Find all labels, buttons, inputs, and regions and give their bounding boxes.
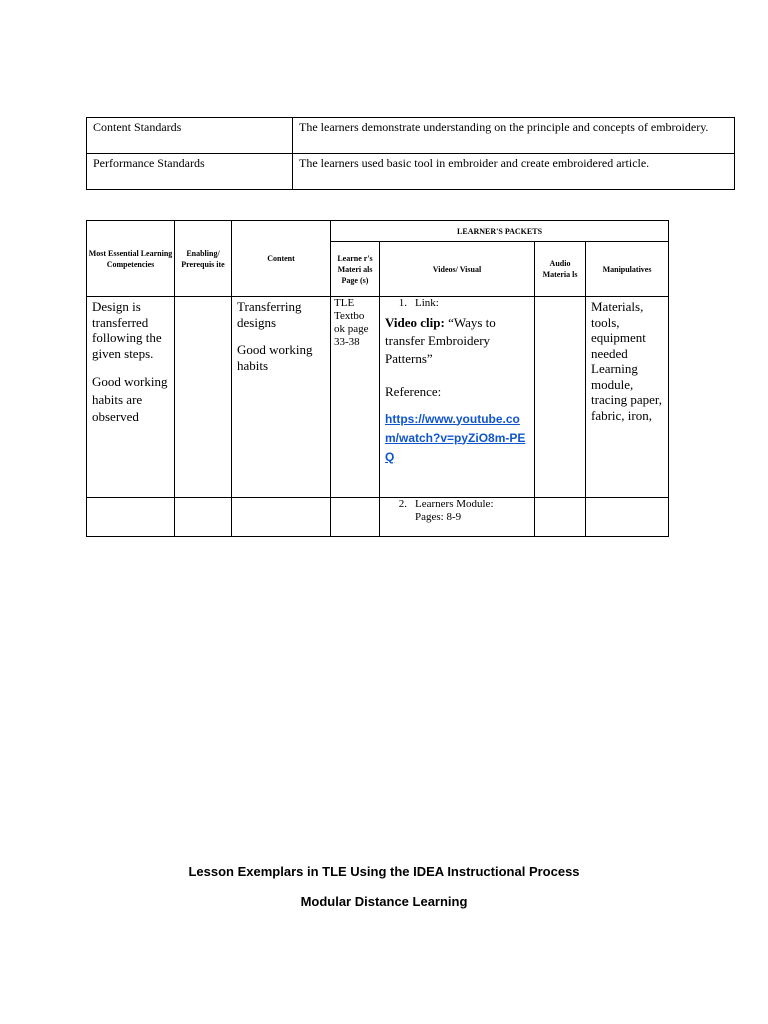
item-number: 1.	[398, 297, 407, 309]
enabling-cell-empty	[175, 498, 232, 537]
competency-text-2: Good working habits are observed	[92, 374, 168, 424]
video-title: “Ways to transfer Embroidery Patterns”	[385, 315, 496, 366]
videos-cell-2	[380, 498, 535, 537]
list-item	[385, 498, 529, 524]
learners-packets-header: LEARNER'S PACKETS	[331, 221, 669, 242]
header-row-1	[87, 221, 669, 242]
manipulatives-cell	[586, 297, 669, 498]
content-standards-text: The learners demonstrate understanding on the principle and concepts of embroidery.	[293, 118, 735, 154]
enabling-cell	[175, 297, 232, 498]
performance-standards-label: Performance Standards	[87, 154, 293, 190]
standards-table	[86, 117, 735, 190]
content-cell	[232, 297, 331, 498]
reference-link[interactable]: https://www.youtube.com/watch?v=pyZiO8m-PEQ	[385, 411, 526, 464]
content-text-2: Good working habits	[237, 342, 313, 373]
audio-cell-empty	[535, 498, 586, 537]
content-standards-label: Content Standards	[87, 118, 293, 154]
materials-header: Learne r's Materi als Page (s)	[331, 242, 380, 297]
item-number: 2.	[398, 498, 407, 510]
content-standards-row	[87, 118, 735, 154]
competencies-header: Most Essential Learning Competencies	[87, 221, 175, 297]
content-text-1: Transferring designs	[237, 299, 302, 330]
video-clip-label: Video clip:	[385, 315, 445, 330]
footer-subtitle: Modular Distance Learning	[300, 894, 468, 909]
list-item	[385, 297, 529, 310]
materials-cell-empty	[331, 498, 380, 537]
audio-header: Audio Materia ls	[535, 242, 586, 297]
learners-module-text: Learners Module: Pages: 8-9	[415, 498, 494, 523]
videos-header: Videos/ Visual	[380, 242, 535, 297]
manipulatives-text: Materials, tools, equipment needed Learning module, tracing paper, fabric, iron,	[591, 299, 662, 423]
audio-cell	[535, 297, 586, 498]
enabling-header: Enabling/ Prerequis ite	[175, 221, 232, 297]
competency-text-1: Design is transferred following the given steps.	[92, 299, 162, 361]
content-cell-empty	[232, 498, 331, 537]
table-row	[87, 297, 669, 498]
competency-cell	[87, 297, 175, 498]
manipulatives-header: Manipulatives	[586, 242, 669, 297]
materials-text: TLE Textbo ok page 33-38	[334, 297, 369, 348]
footer-title: Lesson Exemplars in TLE Using the IDEA Instructional Process	[188, 864, 580, 879]
reference-label: Reference:	[385, 384, 442, 399]
manipulatives-cell-empty	[586, 498, 669, 537]
link-label: Link:	[415, 297, 439, 309]
competency-cell-empty	[87, 498, 175, 537]
videos-cell	[380, 297, 535, 498]
content-header: Content	[232, 221, 331, 297]
table-row	[87, 498, 669, 537]
materials-cell	[331, 297, 380, 498]
performance-standards-text: The learners used basic tool in embroider and create embroidered article.	[293, 154, 735, 190]
learners-packets-table	[86, 220, 669, 537]
performance-standards-row	[87, 154, 735, 190]
video-clip-text	[385, 314, 529, 368]
